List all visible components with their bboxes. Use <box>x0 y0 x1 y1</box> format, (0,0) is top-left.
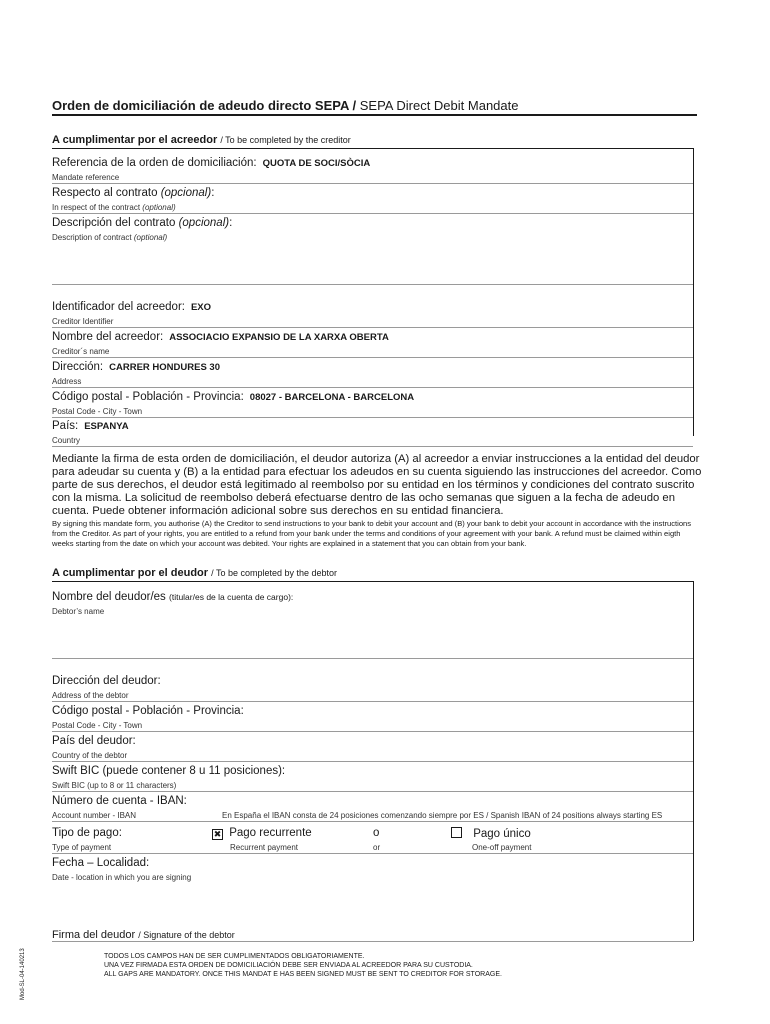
creditor-postal-field[interactable]: Código postal - Población - Provincia: 08027 - BARCELONA - BARCELONA <box>52 391 415 403</box>
debtor-section-heading: A cumplimentar por el deudor / To be completed by the debtor <box>52 567 338 579</box>
creditor-section-rule <box>52 148 693 149</box>
creditor-address-label-en: Address <box>52 377 82 386</box>
recurrent-payment-option[interactable]: ✖ Pago recurrente <box>213 827 312 839</box>
debtor-country-label-en: Country of the debtor <box>52 751 128 760</box>
single-payment-option[interactable]: Pago único <box>451 827 531 840</box>
iban-note: En España el IBAN consta de 24 posiciones comenzando siempre por ES / Spanish IBAN of 24 positions always starting ES <box>222 811 663 820</box>
field-rule <box>52 731 693 732</box>
debtor-section-rule <box>52 581 693 582</box>
swift-bic-label-en: Swift BIC (up to 8 or 11 characters) <box>52 781 177 790</box>
contract-description-field[interactable]: Descripción del contrato (opcional): <box>52 217 233 229</box>
recurrent-payment-checkbox[interactable]: ✖ <box>213 829 222 839</box>
field-rule <box>52 791 693 792</box>
creditor-country-field[interactable]: País: ESPANYA <box>52 420 129 432</box>
creditor-identifier-label-en: Creditor Identifier <box>52 317 114 326</box>
field-rule <box>52 183 693 184</box>
date-location-field[interactable]: Fecha – Localidad: <box>52 857 150 869</box>
legal-text-es: Mediante la firma de esta orden de domiciliación, el deudor autoriza (A) al acreedor a enviar instrucciones a la entidad del deudor para adeudar su cuenta y (B) a la entidad para efectuar los adeudos en su cuenta siguiendo las instrucciones del acreedor. Como parte de sus derechos, el deudor está legitimado al reembolso por su entidad en los términos y condiciones del contrato suscrito con la misma. La solicitud de reembolso deberá efectuarse dentro de las ocho semanas que siguen a la fecha de adeudo en cuenta. Puede obtener información adicional sobre sus derechos en su entidad financiera. <box>52 453 702 517</box>
or-label: o <box>373 827 380 839</box>
contract-field[interactable]: Respecto al contrato (opcional): <box>52 187 215 199</box>
field-rule <box>52 853 693 854</box>
document-title <box>52 98 518 113</box>
mandate-reference-label-en: Mandate reference <box>52 173 120 182</box>
debtor-section-border <box>693 581 694 941</box>
payment-type-label-en: Type of payment <box>52 843 112 852</box>
creditor-section-border <box>693 148 694 436</box>
iban-field[interactable]: Número de cuenta - IBAN: <box>52 795 187 807</box>
creditor-name-label-en: Creditor´s name <box>52 347 110 356</box>
field-rule <box>52 327 693 328</box>
creditor-name-field[interactable]: Nombre del acreedor: ASSOCIACIO EXPANSIO DE LA XARXA OBERTA <box>52 331 389 343</box>
debtor-address-label-en: Address of the debtor <box>52 691 129 700</box>
creditor-section-heading: A cumplimentar por el acreedor / To be completed by the creditor <box>52 134 351 146</box>
creditor-address-value: CARRER HONDURES 30 <box>109 362 220 373</box>
footer-line-3: ALL GAPS ARE MANDATORY. ONCE THIS MANDAT E HAS BEEN SIGNED MUST BE SENT TO CREDITOR FOR STORAGE. <box>104 971 502 978</box>
field-rule <box>52 941 693 942</box>
single-payment-checkbox[interactable] <box>451 827 462 838</box>
recurrent-payment-label-en: Recurrent payment <box>230 843 299 852</box>
creditor-identifier-value: EXO <box>190 302 212 313</box>
debtor-address-field[interactable]: Dirección del deudor: <box>52 675 161 687</box>
mandate-reference-value: QUOTA DE SOCI/SÒCIA <box>262 158 371 169</box>
field-rule <box>52 821 693 822</box>
title-rule <box>52 114 697 116</box>
field-rule <box>52 213 693 214</box>
signature-field[interactable]: Firma del deudor / Signature of the debtor <box>52 929 235 941</box>
date-location-label-en: Date - location in which you are signing <box>52 873 192 882</box>
debtor-name-label-en: Debtor’s name <box>52 607 105 616</box>
creditor-postal-value: 08027 - BARCELONA - BARCELONA <box>249 392 415 403</box>
legal-text-en: By signing this mandate form, you authorise (A) the Creditor to send instructions to your bank to debit your account and (B) your bank to debit your account in accordance with the instructions from the Creditor. As part of your rights, you are entitled to a refund from your bank under the terms and conditions of your agreement with your bank. A refund must be claimed within eigth weeks starting from the date on which your account was debited. Your rights are explained in a statement that you can obtain from your bank. <box>52 519 692 548</box>
field-rule <box>52 761 693 762</box>
footer-notice <box>104 952 502 979</box>
field-rule <box>52 701 693 702</box>
title-en: SEPA Direct Debit Mandate <box>359 98 519 113</box>
field-rule <box>52 658 693 659</box>
creditor-identifier-field[interactable]: Identificador del acreedor: EXO <box>52 301 212 313</box>
footer-line-1: TODOS LOS CAMPOS HAN DE SER CUMPLIMENTADOS OBLIGATORIAMENTE. <box>104 953 365 960</box>
debtor-postal-field[interactable]: Código postal - Población - Provincia: <box>52 705 244 717</box>
field-rule <box>52 417 693 418</box>
debtor-postal-label-en: Postal Code - City - Town <box>52 721 143 730</box>
swift-bic-field[interactable]: Swift BIC (puede contener 8 u 11 posiciones): <box>52 765 286 777</box>
creditor-country-value: ESPANYA <box>84 421 129 432</box>
iban-label-en: Account number - IBAN <box>52 811 137 820</box>
title-es: Orden de domiciliación de adeudo directo SEPA / <box>52 98 357 113</box>
mandate-reference-field[interactable]: Referencia de la orden de domiciliación: QUOTA DE SOCI/SÒCIA <box>52 157 371 169</box>
creditor-postal-label-en: Postal Code - City - Town <box>52 407 143 416</box>
field-rule <box>52 284 693 285</box>
single-payment-label-en: One-off payment <box>472 843 532 852</box>
creditor-country-label-en: Country <box>52 436 81 445</box>
field-rule <box>52 446 693 447</box>
contract-description-label-en: Description of contract (optional) <box>52 233 168 242</box>
debtor-name-field[interactable]: Nombre del deudor/es (titular/es de la cuenta de cargo): <box>52 591 294 603</box>
debtor-country-field[interactable]: País del deudor: <box>52 735 136 747</box>
payment-type-label: Tipo de pago: <box>52 827 122 839</box>
field-rule <box>52 387 693 388</box>
creditor-name-value: ASSOCIACIO EXPANSIO DE LA XARXA OBERTA <box>169 332 389 343</box>
contract-label-en: In respect of the contract (optional) <box>52 203 176 212</box>
creditor-address-field[interactable]: Dirección: CARRER HONDURES 30 <box>52 361 220 373</box>
footer-line-2: UNA VEZ FIRMADA ESTA ORDEN DE DOMICILIACIÓN DEBE SER ENVIADA AL ACREEDOR PARA SU CUSTODIA. <box>104 962 473 969</box>
or-label-en: or <box>373 843 381 852</box>
field-rule <box>52 357 693 358</box>
form-code: Mod-SL-04-140213 <box>20 948 26 1000</box>
